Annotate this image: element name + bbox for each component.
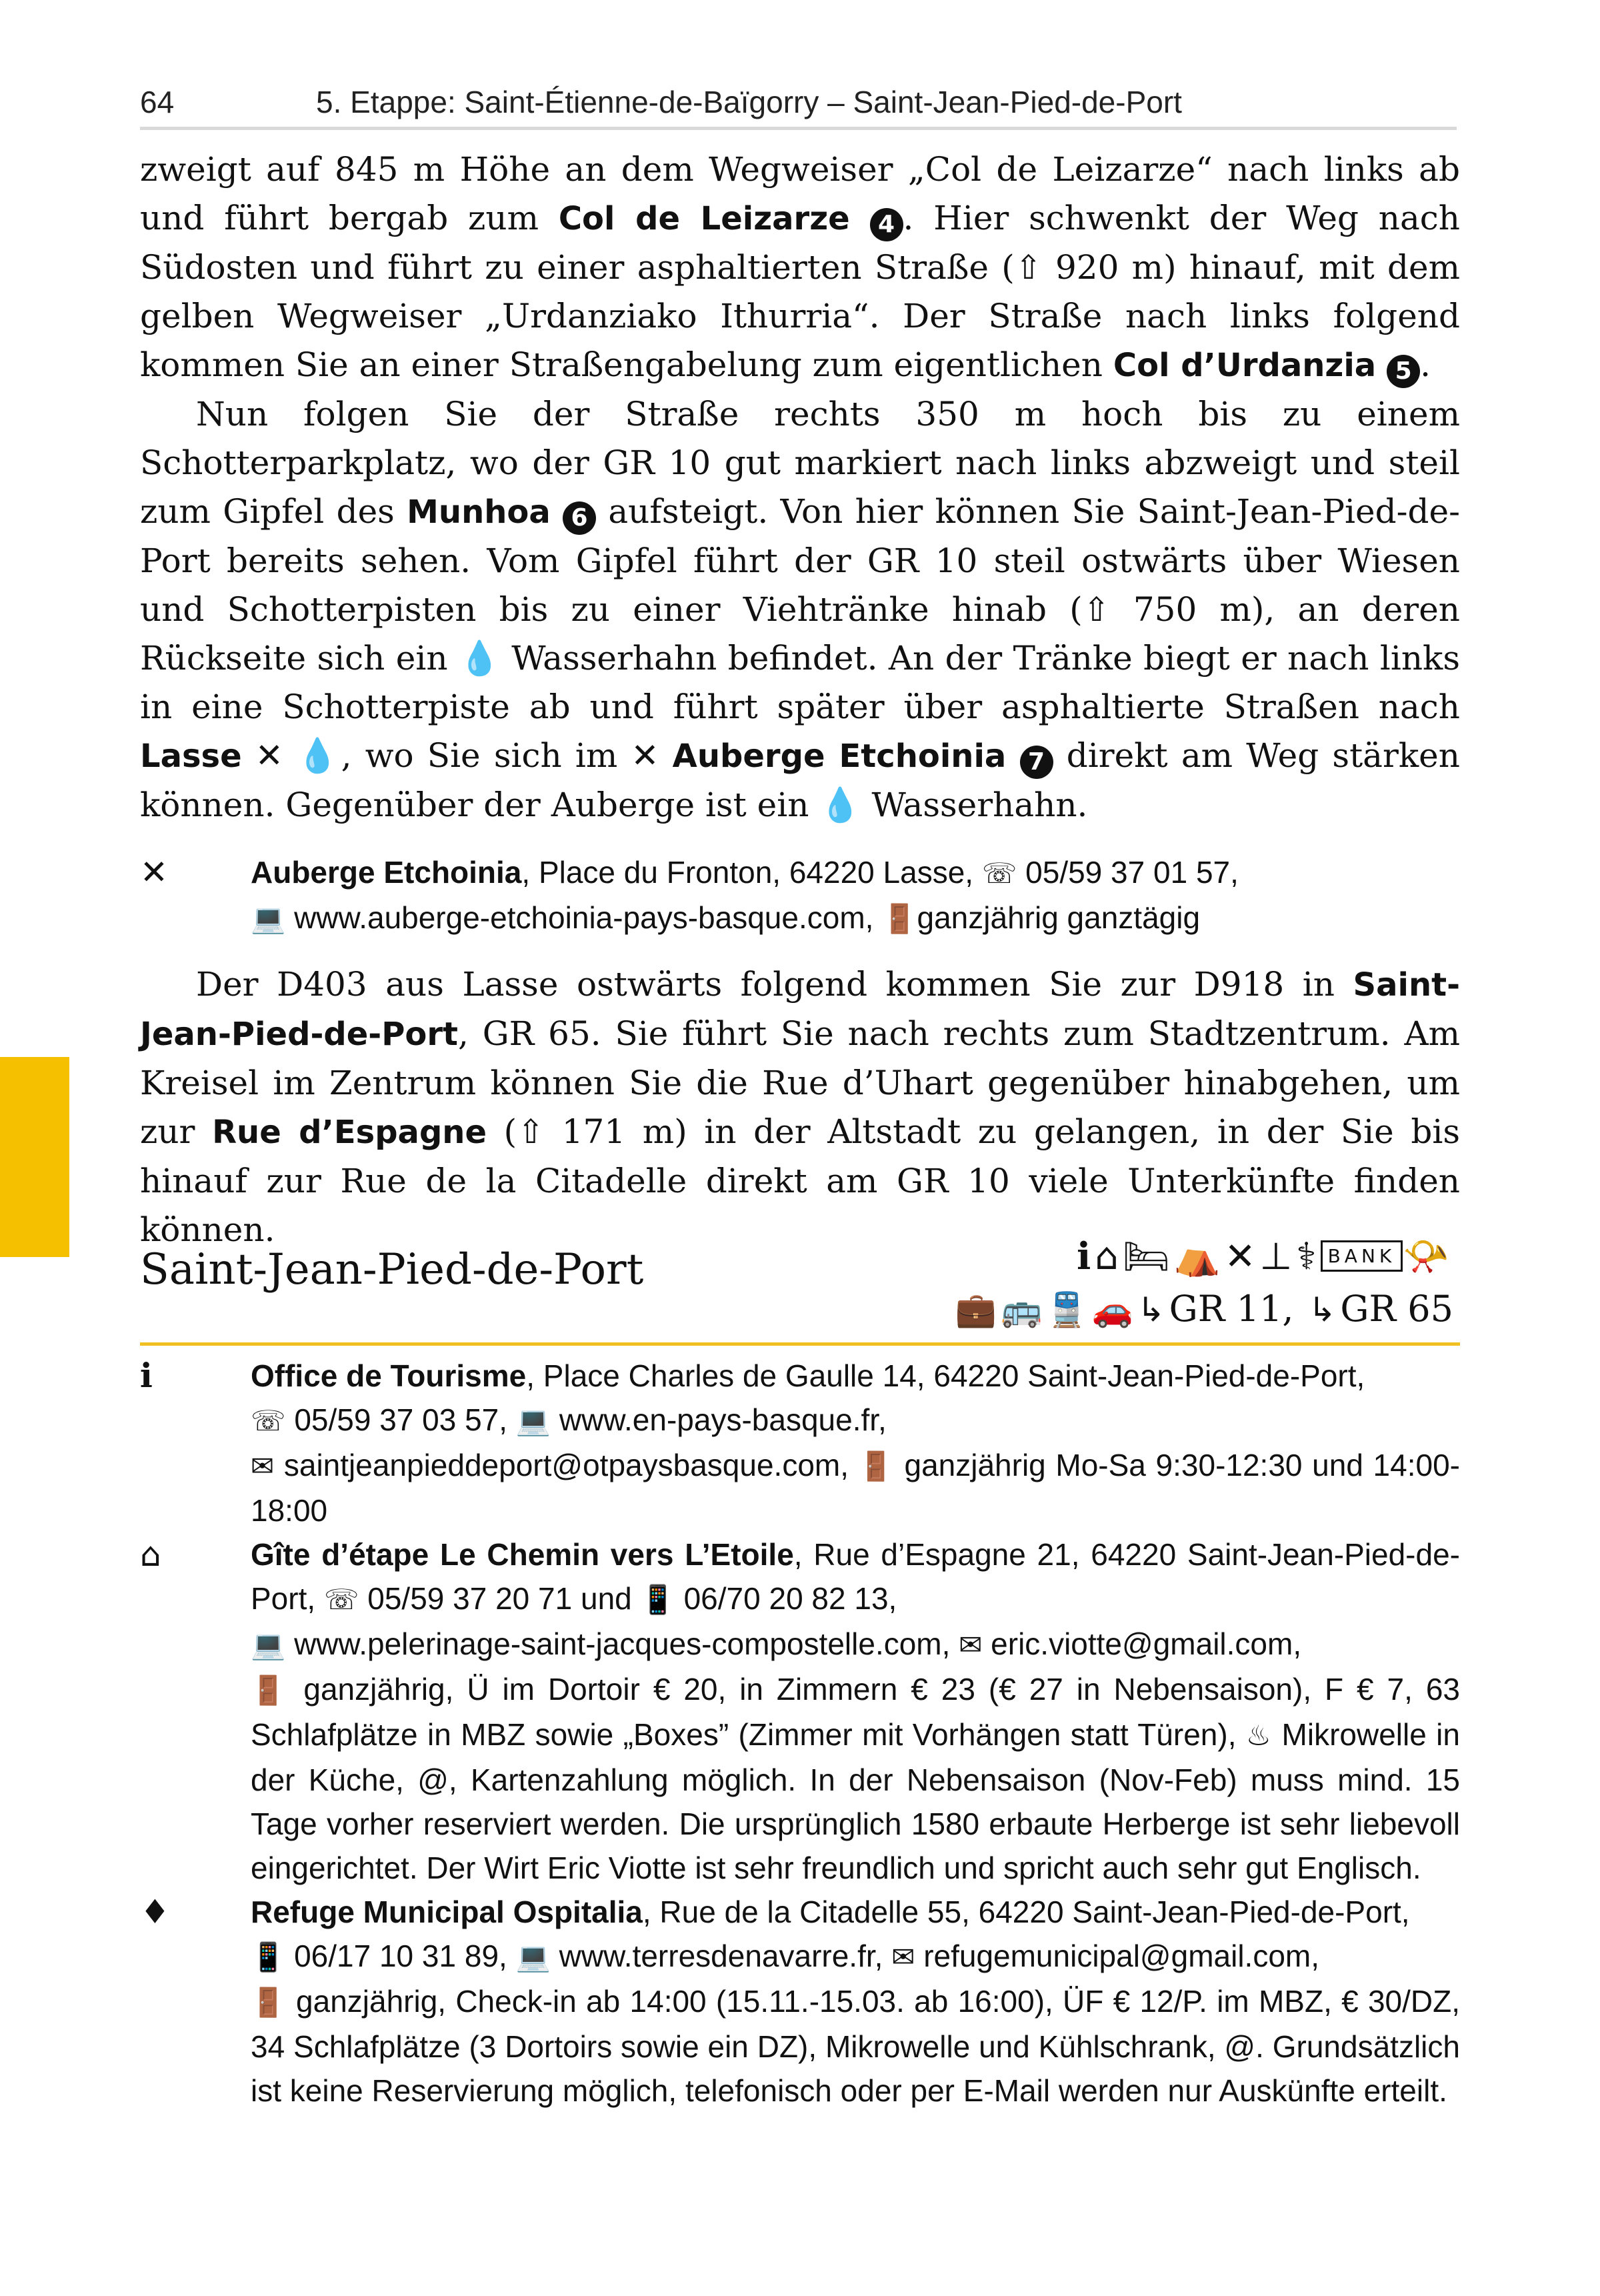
computer-icon: 💻 [515, 1941, 551, 1973]
route-description [140, 145, 1460, 830]
water-drop-icon: 💧 [819, 786, 861, 824]
water-drop-icon: 💧 [297, 736, 341, 775]
door-icon: 🚪 [251, 1986, 287, 2019]
waypoint-number: 5 [1387, 355, 1420, 388]
page-header [140, 79, 1457, 130]
cooking-pot-icon: ♨ [1245, 1719, 1273, 1752]
door-icon: 🚪 [882, 902, 917, 935]
section-title: Saint-Jean-Pied-de-Port [140, 1245, 644, 1294]
altitude: ⇧ 750 m [1082, 590, 1251, 629]
suitcase-icon: 💼 [955, 1290, 1001, 1329]
entry-hours: ganzjährig ganztägig [917, 900, 1201, 935]
text: , wo Sie sich im [341, 736, 631, 775]
town-info [140, 1354, 1460, 2113]
entry-website[interactable]: www.terresdenavarre.fr, [559, 1939, 883, 1973]
place-auberge-etchoinia: Auberge Etchoinia [672, 738, 1007, 775]
place-munhoa: Munhoa [407, 493, 551, 531]
entry-name: Gîte d’étape Le Chemin vers L’Etoile [251, 1537, 794, 1572]
telephone-icon: ☏ [981, 857, 1017, 890]
fork-knife-icon: ✕ [255, 736, 283, 775]
text: . [1420, 345, 1431, 384]
text: zweigt auf 845 m Höhe an dem Wegweiser „Col de Leizarze“ nach links ab und führt bergab zum [140, 150, 1460, 237]
place-col-durdanzia: Col d’Urdanzia [1113, 347, 1377, 384]
route-description-continued [140, 960, 1460, 1254]
text: Nun folgen Sie der Straße rechts 350 m hoch bis zu einem Schotterparkplatz, wo der GR 10 gut markiert nach links abzweigt und steil zum Gipfel des [140, 395, 1460, 531]
computer-icon: 💻 [251, 902, 286, 935]
picnic-table-icon: ⊥ [1259, 1235, 1297, 1278]
post-horn-icon: 📯 [1403, 1235, 1453, 1278]
waypoint-number: 6 [563, 501, 596, 535]
entry-mobile: 06/17 10 31 89, [294, 1939, 507, 1973]
entry-phone: 05/59 37 20 71 [367, 1581, 573, 1616]
entry-phone: 05/59 37 01 57, [1025, 855, 1239, 890]
entry-mobile: 06/70 20 82 13, [683, 1581, 897, 1616]
fork-knife-icon: ✕ [140, 853, 168, 892]
text: , GR 65. Sie führt Sie nach rechts zum Stadtzentrum. Am Kreisel im Zentrum können Sie die Rue d’Uhart gegenüber hinabgehen, um zur [140, 1014, 1460, 1151]
entry-details: ganzjährig, Ü im Dortoir € 20, in Zimmern € 23 (€ 27 in Nebensaison), F € 7, 63 Schlafplätze in MBZ sowie „Boxes” (Zimmer mit Vorhängen statt Türen), [251, 1672, 1460, 1752]
auberge-info [140, 850, 1460, 941]
bed-icon: 🛏 [1122, 1235, 1174, 1278]
altitude: ⇧ 171 m [517, 1112, 675, 1151]
entry-website[interactable]: www.en-pays-basque.fr, [559, 1402, 887, 1437]
text: Der D403 aus Lasse ostwärts folgend kommen Sie zur D918 in [196, 965, 1353, 1004]
place-saint-jean-pied-de-port: Saint-Jean-Pied-de-Port [140, 966, 1460, 1053]
mobile-phone-icon: 📱 [251, 1941, 286, 1973]
entry-website[interactable]: www.auberge-etchoinia-pays-basque.com, [294, 900, 874, 935]
hostel-icon: ⌂ [1095, 1235, 1123, 1278]
information-icon: ℹ [1076, 1235, 1095, 1278]
tent-icon: ⛺ [1173, 1235, 1225, 1278]
entry-website[interactable]: www.pelerinage-saint-jacques-compostelle.com, [294, 1626, 951, 1661]
bus-icon: 🚌 [1000, 1290, 1047, 1329]
entry-hours: ganzjährig Mo-Sa 9:30-12:30 und 14:00-18:00 [251, 1448, 1460, 1528]
place-col-de-leizarze: Col de Leizarze [558, 200, 850, 237]
telephone-icon: ☏ [323, 1583, 359, 1616]
text: . Hier schwenkt der Weg nach Südosten und führt zu einer asphaltierten Straße ( [140, 199, 1460, 287]
info-entry [140, 1354, 1460, 1532]
entry-email[interactable]: refugemunicipal@gmail.com, [923, 1939, 1320, 1973]
info-entry [140, 1890, 1460, 2113]
mobile-phone-icon: 📱 [640, 1583, 675, 1616]
train-icon: 🚆 [1046, 1290, 1092, 1329]
entry-address: , Place du Fronton, 64220 Lasse, [521, 855, 982, 890]
email-icon: ✉ [251, 1450, 275, 1482]
waypoint-number: 7 [1020, 746, 1053, 779]
entry-address: , Rue d’Espagne 21, 64220 Saint-Jean-Pied-de-Port, [251, 1537, 1460, 1616]
entry-name: Auberge Etchoinia [251, 855, 522, 890]
car-icon: 🚗 [1091, 1290, 1137, 1329]
water-drop-icon: 💧 [459, 639, 501, 678]
door-icon: 🚪 [858, 1450, 895, 1482]
text: und [572, 1581, 641, 1616]
computer-icon: 💻 [515, 1404, 551, 1437]
place-rue-despagne: Rue d’Espagne [212, 1114, 487, 1151]
paragraph [140, 960, 1460, 1254]
place-lasse: Lasse [140, 738, 242, 775]
info-entry [140, 1532, 1460, 1890]
text: ), an deren Rückseite sich ein [140, 590, 1461, 678]
email-icon: ✉ [959, 1628, 983, 1661]
entry-phone: 05/59 37 03 57, [294, 1402, 508, 1437]
entry-email[interactable]: eric.viotte@gmail.com, [991, 1626, 1302, 1661]
waypoint-number: 4 [870, 208, 903, 241]
paragraph [140, 390, 1460, 830]
fork-knife-icon: ✕ [631, 736, 659, 775]
entry-kitchen: Mikrowelle in der Küche, @, Kartenzahlung möglich. In der Nebensaison (Nov-Feb) muss mind. 15 Tage vorher reserviert werden. Die ursprünglich 1580 erbaute Herberge ist sehr liebevoll eingerichtet. Der Wirt Eric Viotte ist sehr freundlich und spricht auch sehr gut Englisch. [251, 1717, 1460, 1885]
route-gr65: GR 65 [1340, 1288, 1453, 1330]
entry-details: ganzjährig, Check-in ab 14:00 (15.11.-15.03. ab 16:00), ÜF € 12/P. im MBZ, € 30/DZ, 34 Schlafplätze (3 Dortoirs sowie ein DZ), Mikrowelle und Kühlschrank, @. Grundsätzlich ist keine Reservierung möglich, telefonisch oder per E-Mail werden nur Auskünfte erteilt. [251, 1984, 1461, 2108]
email-icon: ✉ [891, 1941, 915, 1973]
text: ) in der Altstadt zu gelangen, in der Sie bis hinauf zur Rue de la Citadelle direkt am GR 10 viele Unterkünfte finden können. [140, 1112, 1461, 1249]
facility-icons-row-2 [955, 1288, 1453, 1330]
computer-icon: 💻 [251, 1628, 286, 1661]
pharmacy-icon: ⚕ [1296, 1235, 1321, 1278]
route-arrow-icon: ↳ [1308, 1290, 1341, 1329]
entry-name: Refuge Municipal Ospitalia [251, 1895, 643, 1929]
text: ( [487, 1112, 517, 1151]
info-entry [140, 850, 1460, 941]
chapter-thumb-tab [0, 1057, 69, 1257]
entry-address: , Rue de la Citadelle 55, 64220 Saint-Jean-Pied-de-Port, [642, 1895, 1410, 1929]
paragraph [140, 145, 1460, 390]
page-number: 64 [140, 85, 175, 119]
fork-knife-icon: ✕ [1224, 1235, 1260, 1278]
facility-icons-row-1 [1077, 1234, 1453, 1278]
entry-name: Office de Tourisme [251, 1358, 527, 1393]
text: Wasserhahn. [861, 786, 1088, 824]
running-title: 5. Etappe: Saint-Étienne-de-Baïgorry – Saint-Jean-Pied-de-Port [316, 85, 1182, 119]
door-icon: 🚪 [251, 1674, 291, 1706]
route-gr11: GR 11, [1169, 1288, 1294, 1330]
text: aufsteigt. Von hier können Sie Saint-Jean-Pied-de-Port bereits sehen. Vom Gipfel führt der GR 10 steil ostwärts über Wiesen und Schotterpisten bis zu einer Viehtränke hinab ( [140, 492, 1461, 629]
telephone-icon: ☏ [251, 1404, 286, 1437]
altitude: ⇧ 920 m [1014, 248, 1164, 287]
text: Wasserhahn befindet. An der Tränke biegt er nach links in eine Schotterpiste ab und führt später über asphaltierte Straßen nach [140, 639, 1460, 726]
hostel-icon: ⌂ [140, 1535, 161, 1574]
route-arrow-icon: ↳ [1137, 1290, 1169, 1329]
section-heading [140, 1230, 1460, 1346]
entry-email[interactable]: saintjeanpieddeport@otpaysbasque.com, [283, 1448, 849, 1482]
information-icon: ℹ [140, 1356, 153, 1395]
text: direkt am Weg stärken können. Gegenüber der Auberge ist ein [140, 736, 1460, 824]
diamond-icon: ♦ [140, 1893, 170, 1931]
text: ) hinauf, mit dem gelben Wegweiser „Urdanziako Ithurria“. Der Straße nach links folgend kommen Sie an einer Straßengabelung zum eigentlichen [140, 248, 1460, 384]
bank-icon: BANK [1321, 1240, 1403, 1272]
entry-address: , Place Charles de Gaulle 14, 64220 Saint-Jean-Pied-de-Port, [526, 1358, 1365, 1393]
